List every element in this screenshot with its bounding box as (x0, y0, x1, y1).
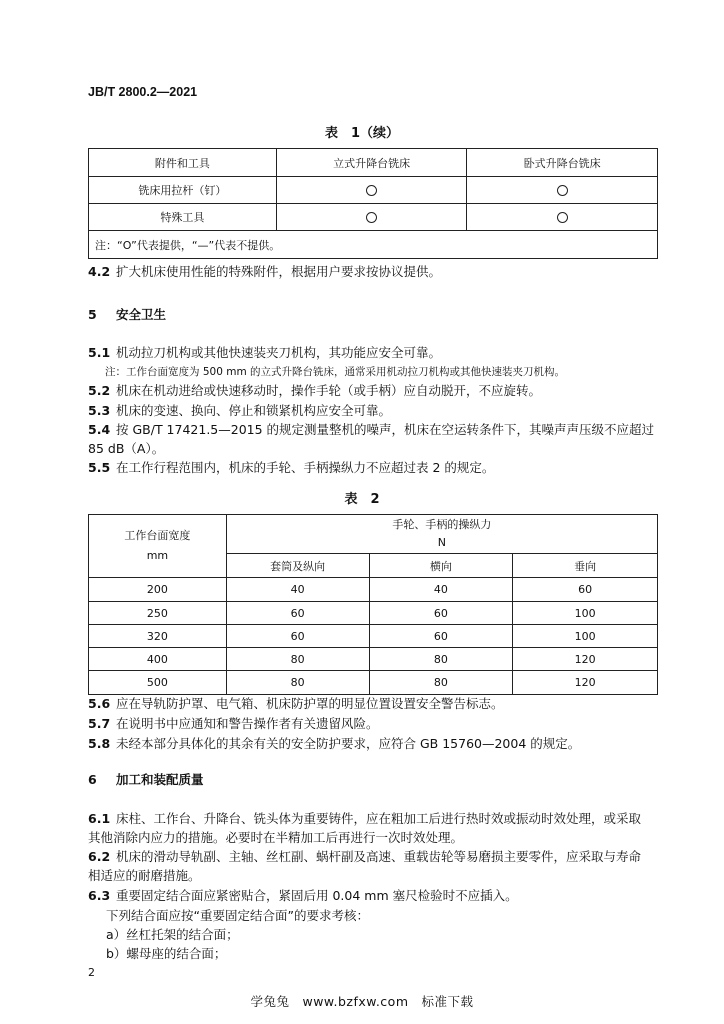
paragraph-6-2-cont: 相适应的耐磨措施。 (88, 868, 201, 883)
list-item-b: b）螺母座的结合面； (106, 946, 227, 961)
paragraph-4-2: 4.2 扩大机床使用性能的特殊附件，根据用户要求按协议提供。 (88, 264, 442, 279)
paragraph-6-2: 6.2 机床的滑动导轨副、主轴、丝杠副、蜗杆副及高速、重载齿轮等易磨损主要零件，应采取与寿命 (88, 849, 642, 864)
table2-cell: 120 (513, 648, 658, 671)
table2-cell: 250 (89, 602, 227, 625)
table2-subheader: 垂向 (513, 554, 658, 578)
paragraph-5-3: 5.3 机床的变速、换向、停止和锁紧机构应安全可靠。 (88, 403, 392, 418)
paragraph-6-3-intro: 下列结合面应按“重要固定结合面”的要求考核： (106, 908, 369, 923)
footer-watermark: 学兔兔 www.bzfxw.com 标准下载 (250, 994, 474, 1009)
provided-circle-icon (557, 212, 568, 223)
table-row (89, 602, 658, 625)
table1-cell (467, 204, 658, 231)
table2-cell: 40 (226, 578, 369, 602)
paragraph-5-7: 5.7 在说明书中应通知和警告操作者有关遗留风险。 (88, 716, 379, 731)
paragraph-5-1-note: 注：工作台面宽度为 500 mm 的立式升降台铣床，通常采用机动拉刀机构或其他快速装夹刀机构。 (105, 366, 566, 378)
table2-cell: 80 (369, 671, 513, 695)
table-row (89, 177, 658, 204)
table2-cell: 80 (369, 648, 513, 671)
table2-cell: 60 (369, 602, 513, 625)
table1-note: 注：“O”代表提供，“—”代表不提供。 (89, 231, 658, 259)
paragraph-6-1: 6.1 床柱、工作台、升降台、铣头体为重要铸件，应在粗加工后进行热时效或振动时效处理，或采取 (88, 811, 642, 826)
table1-header-cell: 附件和工具 (89, 149, 277, 177)
paragraph-5-1: 5.1 机动拉刀机构或其他快速装夹刀机构，其功能应安全可靠。 (88, 345, 442, 360)
table2-cell: 80 (226, 648, 369, 671)
table2-cell: 320 (89, 625, 227, 648)
paragraph-5-4: 5.4 按 GB/T 17421.5—2015 的规定测量整机的噪声，机床在空运转条件下，其噪声声压级不应超过 (88, 422, 655, 437)
provided-circle-icon (366, 185, 377, 196)
table2-cell: 400 (89, 648, 227, 671)
table2 (88, 514, 658, 695)
table1-cell (467, 177, 658, 204)
table2-cell: 60 (513, 578, 658, 602)
section-6-heading: 6 加工和装配质量 (88, 772, 204, 787)
table2-cell: 500 (89, 671, 227, 695)
section-5-heading: 5 安全卫生 (88, 307, 167, 322)
table2-force-header: 手轮、手柄的操纵力 N (226, 515, 657, 554)
list-item-a: a）丝杠托架的结合面； (106, 927, 239, 942)
table-row (89, 578, 658, 602)
table2-cell: 120 (513, 671, 658, 695)
table2-subheader: 横向 (369, 554, 513, 578)
table-row (89, 625, 658, 648)
paragraph-6-3: 6.3 重要固定结合面应紧密贴合，紧固后用 0.04 mm 塞尺检验时不应插入。 (88, 888, 518, 903)
table2-subheader: 套筒及纵向 (226, 554, 369, 578)
table-row (89, 671, 658, 695)
table2-cell: 60 (226, 625, 369, 648)
table1-header-cell: 立式升降台铣床 (276, 149, 467, 177)
table1-cell (276, 204, 467, 231)
table1-caption: 表 1（续） (324, 126, 400, 141)
table1-cell (276, 177, 467, 204)
table1-header-cell: 卧式升降台铣床 (467, 149, 658, 177)
paragraph-6-1-cont: 其他消除内应力的措施。必要时在半精加工后再进行一次时效处理。 (88, 830, 464, 845)
paragraph-5-2: 5.2 机床在机动进给或快速移动时，操作手轮（或手柄）应自动脱开，不应旋转。 (88, 383, 542, 398)
paragraph-5-4-cont: 85 dB（A）。 (88, 441, 165, 456)
table2-cell: 60 (226, 602, 369, 625)
table1 (88, 148, 658, 259)
table2-cell: 80 (226, 671, 369, 695)
table2-cell: 100 (513, 625, 658, 648)
table2-cell: 100 (513, 602, 658, 625)
paragraph-5-6: 5.6 应在导轨防护罩、电气箱、机床防护罩的明显位置设置安全警告标志。 (88, 696, 504, 711)
table2-cell: 200 (89, 578, 227, 602)
document-header: JB/T 2800.2—2021 (88, 85, 198, 99)
paragraph-5-5: 5.5 在工作行程范围内，机床的手轮、手柄操纵力不应超过表 2 的规定。 (88, 460, 495, 475)
table2-cell: 60 (369, 625, 513, 648)
paragraph-5-8: 5.8 未经本部分具体化的其余有关的安全防护要求，应符合 GB 15760—2004 的规定。 (88, 736, 581, 751)
page-number: 2 (88, 966, 95, 979)
table2-cell: 40 (369, 578, 513, 602)
provided-circle-icon (557, 185, 568, 196)
table1-cell: 特殊工具 (89, 204, 277, 231)
provided-circle-icon (366, 212, 377, 223)
table2-caption: 表 2 (344, 492, 380, 507)
table1-cell: 铣床用拉杆（钉） (89, 177, 277, 204)
table-row (89, 204, 658, 231)
table2-width-header: 工作台面宽度 mm (89, 515, 227, 578)
table-row (89, 648, 658, 671)
